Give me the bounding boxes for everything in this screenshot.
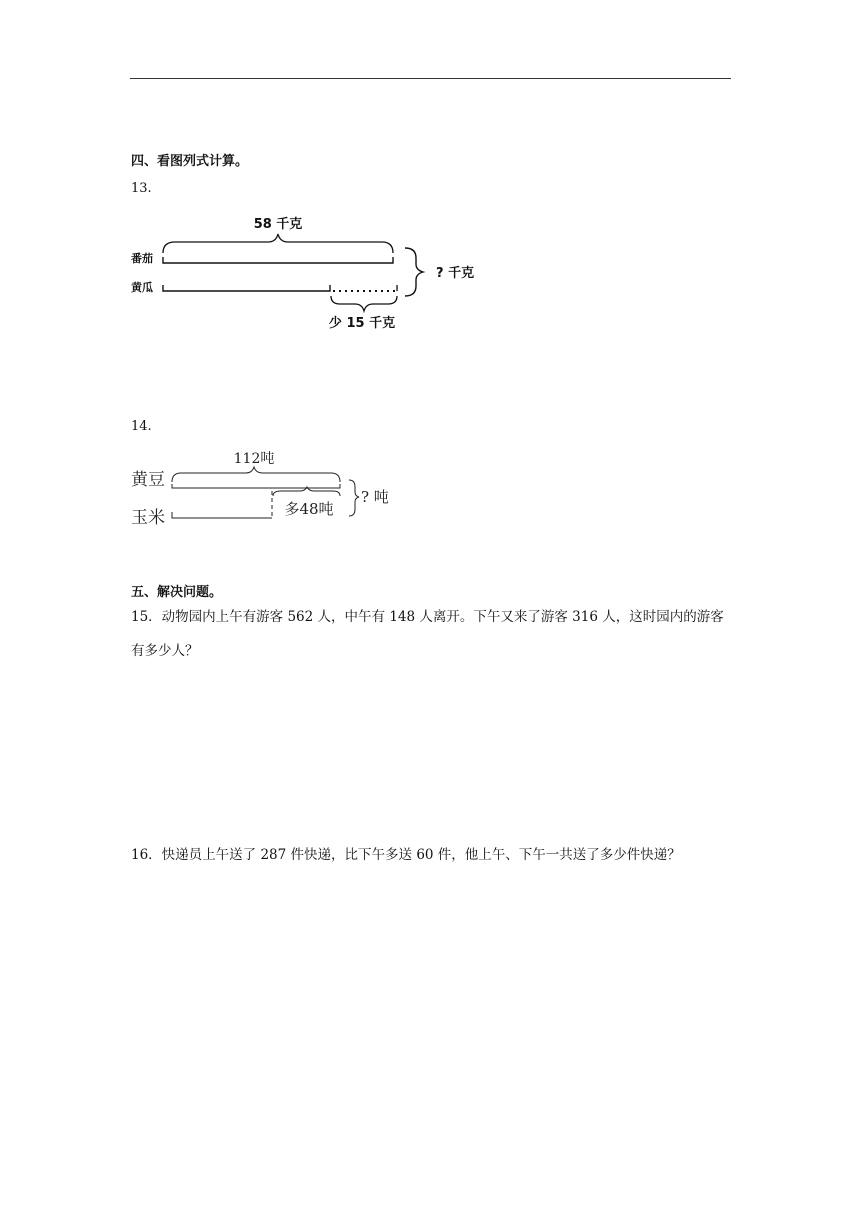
question-13-number: 13. <box>131 181 152 196</box>
soybean-top-brace <box>172 467 340 482</box>
more-48-label: 多48吨 <box>284 500 334 518</box>
section-title-five: 五、解决问题。 <box>131 585 223 600</box>
total-question-label: ? 千克 <box>436 266 475 281</box>
tomato-total-label: 58 千克 <box>253 217 303 232</box>
less-15-label: 少 15 千克 <box>328 316 396 331</box>
soybean-bar <box>172 484 340 488</box>
question-16-text: 16．快递员上午送了 287 件快递，比下午多送 60 件，他上午、下午一共送了多少件快递？ <box>131 847 681 863</box>
soybean-label: 黄豆 <box>131 470 165 490</box>
total-question-label-14: ? 吨 <box>361 488 389 506</box>
question-14-number: 14. <box>131 419 152 434</box>
section-title-four: 四、看图列式计算。 <box>131 154 249 169</box>
cucumber-label: 黄瓜 <box>131 281 153 294</box>
corn-bar <box>172 512 272 518</box>
corn-label: 玉米 <box>131 508 165 528</box>
total-right-brace-14 <box>349 480 359 516</box>
soybean-total-label: 112吨 <box>233 451 275 467</box>
tomato-label: 番茄 <box>131 252 153 265</box>
question-15-text: 15．动物园内上午有游客 562 人，中午有 148 人离开。下午又来了游客 316 人，这时园内的游客有多少人？ <box>131 609 724 659</box>
